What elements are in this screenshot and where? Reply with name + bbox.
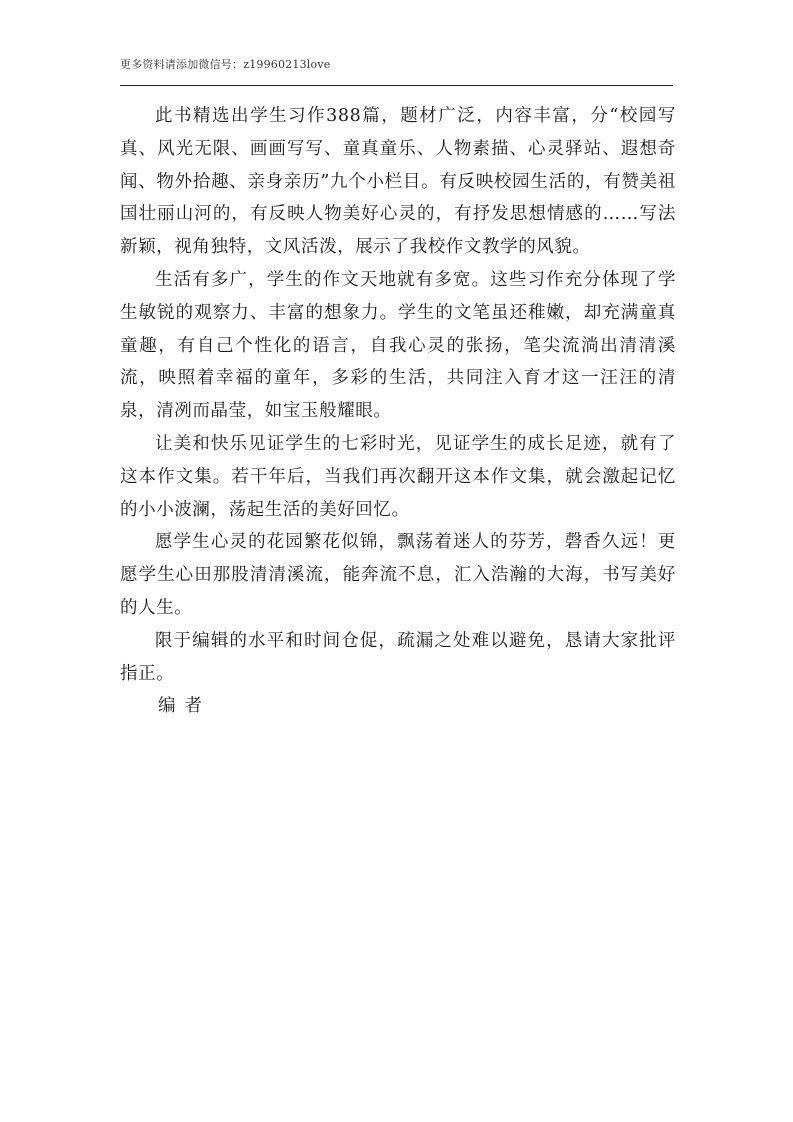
paragraph-1: 此书精选出学生习作388篇，题材广泛，内容丰富，分“校园写真、风光无限、画画写写、童真童乐、人物素描、心灵驿站、遐想奇闻、物外拾趣、亲身亲历”九个小栏目。有反映校园生活的，有赞美祖国壮丽山河的，有反映人物美好心灵的，有抒发思想情感的……写法新颖，视角独特，文风活泼，展示了我校作文教学的风貌。: [120, 106, 676, 258]
paragraph-2: 生活有多广，学生的作文天地就有多宽。这些习作充分体现了学生敏锐的观察力、丰富的想象力。学生的文笔虽还稚嫩，却充满童真童趣，有自己个性化的语言，自我心灵的张扬，笔尖流淌出清清溪流，映照着幸福的童年，多彩的生活，共同注入育才这一汪汪的清泉，清冽而晶莹，如宝玉般耀眼。: [120, 269, 676, 422]
paragraph-3: 让美和快乐见证学生的七彩时光，见证学生的成长足迹，就有了这本作文集。若干年后，当我们再次翻开这本作文集，就会激起记忆的小小波澜，荡起生活的美好回忆。: [120, 433, 676, 520]
page-header: 更多资料请添加微信号：z19960213love: [120, 58, 331, 71]
paragraph-4: 愿学生心灵的花园繁花似锦，飘荡着迷人的芬芳，磬香久远！更愿学生心田那股清清溪流，能奔流不息，汇入浩瀚的大海，书写美好的人生。: [120, 532, 676, 618]
paragraph-5: 限于编辑的水平和时间仓促，疏漏之处难以避免，恳请大家批评指正。: [120, 630, 676, 684]
editor-signature: 编者: [158, 696, 211, 717]
header-divider: [120, 85, 673, 86]
preface-body: [120, 100, 676, 723]
